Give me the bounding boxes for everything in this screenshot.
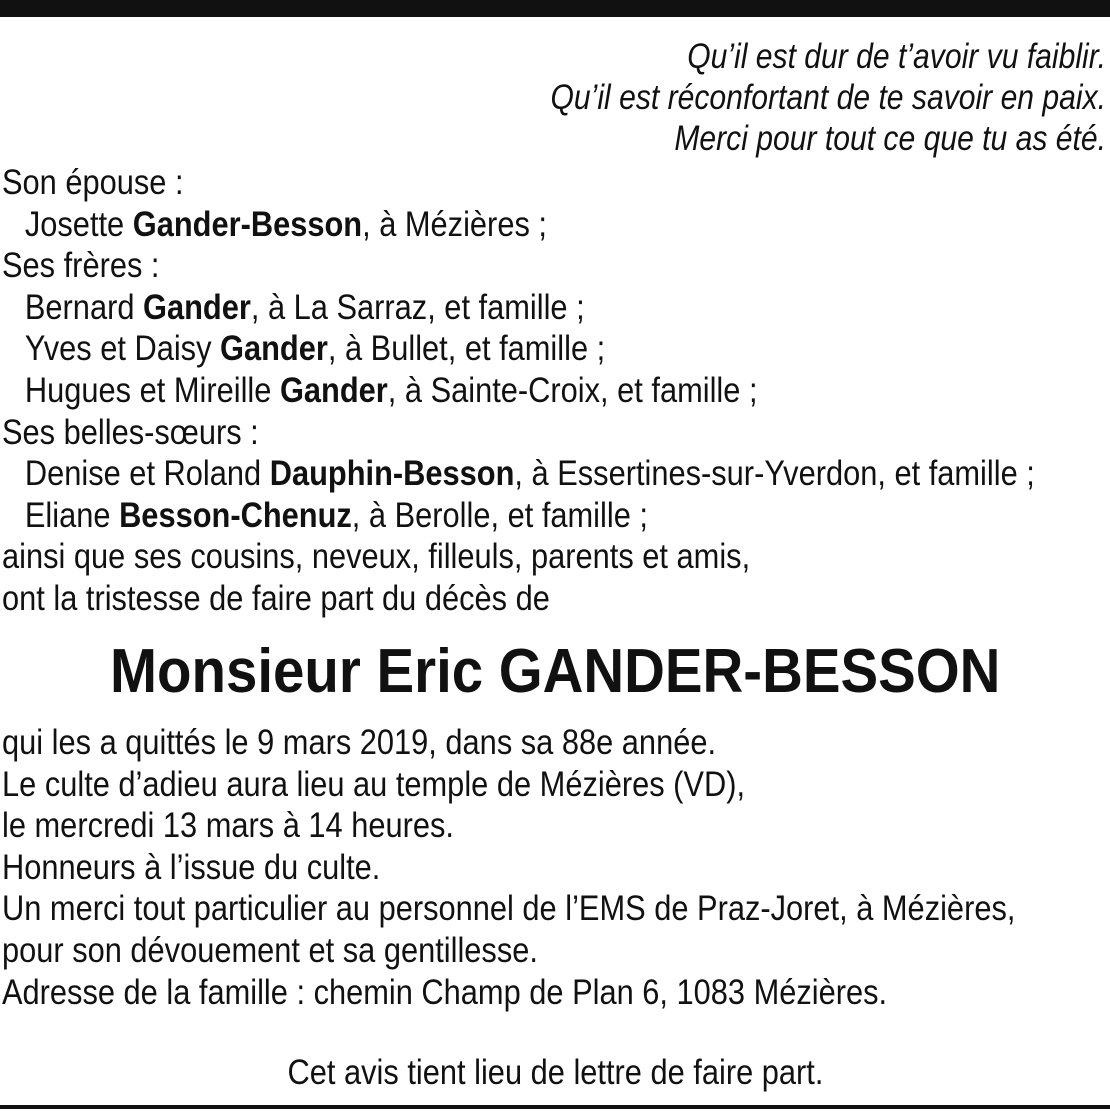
sisters-in-law-heading: Ses belles-sœurs : — [2, 412, 259, 452]
family-surname: Gander-Besson — [132, 204, 363, 244]
detail-line: Adresse de la famille : chemin Champ de Plan 6, 1083 Mézières. — [2, 972, 888, 1012]
family-surname: Gander — [143, 287, 251, 327]
closing-note — [0, 1052, 1110, 1093]
detail-line: pour son dévouement et sa gentillesse. — [2, 930, 538, 970]
brothers-heading: Ses frères : — [2, 246, 160, 286]
detail-line: Honneurs à l’issue du culte. — [2, 847, 381, 887]
spouse-heading: Son épouse : — [2, 163, 184, 202]
family-list — [2, 162, 1093, 620]
details — [2, 722, 1093, 1013]
family-member: Josette Gander-Besson, à Mézières ; — [24, 204, 547, 244]
announcement-line: ont la tristesse de faire part du décès de — [2, 578, 550, 618]
family-surname: Gander — [220, 329, 328, 369]
bottom-rule — [0, 1105, 1110, 1109]
detail-line: qui les a quittés le 9 mars 2019, dans sa 88e année. — [2, 723, 717, 762]
family-member: Yves et Daisy Gander, à Bullet, et famille ; — [24, 329, 606, 369]
poem-line: Merci pour tout ce que tu as été. — [674, 119, 1106, 158]
poem-line: Qu’il est réconfortant de te savoir en paix. — [550, 78, 1106, 117]
family-surname: Besson-Chenuz — [119, 495, 352, 535]
poem — [160, 36, 1106, 159]
family-member: Hugues et Mireille Gander, à Sainte-Croix, et famille ; — [24, 370, 758, 410]
deceased-name — [0, 636, 1110, 708]
top-rule — [0, 0, 1110, 17]
poem-line: Qu’il est dur de t’avoir vu faiblir. — [687, 37, 1106, 76]
deceased-name-text: Monsieur Eric GANDER-BESSON — [109, 637, 1001, 706]
family-surname: Dauphin-Besson — [269, 454, 515, 494]
family-member: Denise et Roland Dauphin-Besson, à Essertines-sur-Yverdon, et famille ; — [24, 454, 1035, 494]
others-line: ainsi que ses cousins, neveux, filleuls, parents et amis, — [2, 537, 751, 577]
detail-line: Un merci tout particulier au personnel de l’EMS de Praz-Joret, à Mézières, — [2, 889, 1016, 929]
family-surname: Gander — [279, 370, 388, 410]
detail-line: Le culte d’adieu aura lieu au temple de Mézières (VD), — [2, 764, 746, 804]
detail-line: le mercredi 13 mars à 14 heures. — [2, 806, 454, 846]
closing-text: Cet avis tient lieu de lettre de faire part. — [287, 1053, 823, 1092]
family-member: Eliane Besson-Chenuz, à Berolle, et famille ; — [24, 495, 648, 535]
family-member: Bernard Gander, à La Sarraz, et famille ; — [24, 287, 585, 327]
